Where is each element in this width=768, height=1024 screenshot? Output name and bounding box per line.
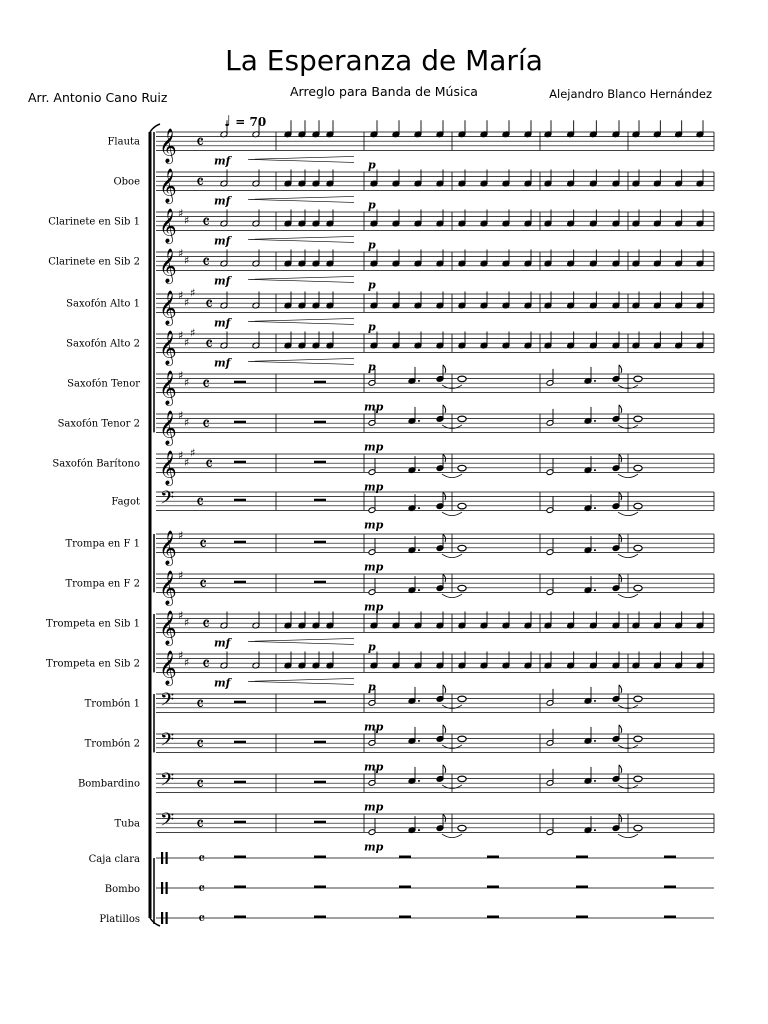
dot bbox=[418, 469, 420, 471]
instrument-label: Clarinete en Sib 2 bbox=[48, 256, 140, 268]
decrescendo-hairpin bbox=[248, 236, 354, 242]
percussion-clef-icon bbox=[166, 852, 168, 864]
half-rest-icon bbox=[234, 886, 246, 889]
common-time-icon: 𝄴 bbox=[198, 879, 206, 898]
dot bbox=[418, 700, 420, 702]
half-rest-icon bbox=[234, 701, 246, 704]
whole-note-icon bbox=[458, 696, 466, 702]
common-time-icon: 𝄴 bbox=[205, 333, 214, 355]
dot bbox=[418, 420, 420, 422]
instrument-label: Saxofón Tenor 2 bbox=[57, 418, 140, 430]
decrescendo-hairpin bbox=[248, 276, 354, 282]
instrument-label: Saxofón Barítono bbox=[52, 458, 140, 470]
whole-note-icon bbox=[458, 776, 466, 782]
tie bbox=[618, 474, 638, 478]
dynamic-mp: mp bbox=[364, 720, 384, 734]
instrument-label: Fagot bbox=[111, 496, 140, 508]
staff-21 bbox=[99, 909, 714, 928]
score-title: La Esperanza de María bbox=[225, 44, 543, 77]
bass-clef-icon: 𝄢 bbox=[160, 487, 175, 513]
decrescendo-hairpin bbox=[248, 156, 354, 162]
arranger-credit: Arr. Antonio Cano Ruiz bbox=[28, 90, 168, 105]
half-rest-icon bbox=[314, 916, 326, 919]
half-rest-icon bbox=[576, 916, 588, 919]
staff-1 bbox=[107, 120, 714, 171]
staff-18 bbox=[115, 810, 714, 854]
treble-clef-icon: 𝄞 bbox=[159, 208, 177, 244]
staff-4 bbox=[48, 247, 714, 291]
decrescendo-hairpin bbox=[248, 638, 354, 644]
half-rest-icon bbox=[314, 421, 326, 424]
composer-credit: Alejandro Blanco Hernández bbox=[549, 87, 712, 101]
half-rest-icon bbox=[576, 856, 588, 859]
instrument-label: Saxofón Alto 1 bbox=[66, 298, 140, 310]
tempo-value: = 70 bbox=[235, 115, 267, 129]
half-rest-icon bbox=[399, 916, 411, 919]
half-rest-icon bbox=[314, 821, 326, 824]
whole-note-icon bbox=[458, 585, 466, 591]
half-rest-icon bbox=[234, 381, 246, 384]
sharp-icon: ♯ bbox=[184, 253, 190, 267]
instrument-label: Platillos bbox=[99, 914, 140, 925]
staff-12 bbox=[65, 569, 714, 613]
half-rest-icon bbox=[314, 741, 326, 744]
staff-13 bbox=[46, 609, 714, 653]
tie bbox=[442, 554, 462, 558]
whole-note-icon bbox=[458, 503, 466, 509]
instrument-label: Trompa en F 2 bbox=[65, 578, 140, 590]
dynamic-p: p bbox=[368, 320, 376, 334]
treble-clef-icon: 𝄞 bbox=[159, 570, 177, 606]
sharp-icon: ♯ bbox=[178, 289, 184, 302]
staff-5 bbox=[66, 287, 714, 334]
tie bbox=[618, 834, 638, 838]
treble-clef-icon: 𝄞 bbox=[159, 128, 177, 164]
sharp-icon: ♯ bbox=[184, 335, 190, 349]
dynamic-p: p bbox=[368, 198, 376, 212]
tie bbox=[442, 594, 462, 598]
treble-clef-icon: 𝄞 bbox=[159, 290, 177, 326]
whole-note-icon bbox=[458, 545, 466, 551]
instrument-label: Trombón 2 bbox=[84, 738, 140, 750]
dynamic-mf: mf bbox=[214, 676, 231, 690]
dot bbox=[418, 549, 420, 551]
half-rest-icon bbox=[234, 541, 246, 544]
sharp-icon: ♯ bbox=[178, 529, 184, 542]
half-rest-icon bbox=[234, 461, 246, 464]
common-time-icon: 𝄴 bbox=[196, 491, 205, 513]
dynamic-p: p bbox=[368, 680, 376, 694]
common-time-icon: 𝄴 bbox=[202, 413, 211, 435]
quarter-note-icon: ♩ bbox=[224, 112, 232, 130]
tie bbox=[442, 834, 462, 838]
common-time-icon: 𝄴 bbox=[196, 773, 205, 795]
half-rest-icon bbox=[234, 856, 246, 859]
dot bbox=[594, 740, 596, 742]
half-rest-icon bbox=[234, 421, 246, 424]
staff-2 bbox=[113, 168, 714, 211]
half-rest-icon bbox=[664, 886, 676, 889]
common-time-icon: 𝄴 bbox=[199, 573, 208, 595]
instrument-label: Trompa en F 1 bbox=[65, 538, 140, 550]
percussion-clef-icon bbox=[166, 912, 168, 924]
whole-note-icon bbox=[458, 376, 466, 382]
dot bbox=[594, 420, 596, 422]
dynamic-mf: mf bbox=[214, 194, 231, 208]
sharp-icon: ♯ bbox=[190, 446, 196, 460]
dynamic-p: p bbox=[368, 238, 376, 252]
common-time-icon: 𝄴 bbox=[202, 211, 211, 233]
tie bbox=[442, 512, 462, 516]
dynamic-p: p bbox=[368, 278, 376, 292]
staff-8 bbox=[58, 405, 714, 454]
half-rest-icon bbox=[234, 916, 246, 919]
treble-clef-icon: 𝄞 bbox=[159, 530, 177, 566]
treble-clef-icon: 𝄞 bbox=[159, 410, 177, 446]
tie bbox=[442, 474, 462, 478]
dynamic-p: p bbox=[368, 640, 376, 654]
whole-note-icon bbox=[634, 776, 642, 782]
instrument-label: Saxofón Tenor bbox=[67, 378, 140, 390]
dynamic-mp: mp bbox=[364, 600, 384, 614]
decrescendo-hairpin bbox=[248, 318, 354, 324]
half-rest-icon bbox=[576, 886, 588, 889]
half-rest-icon bbox=[314, 856, 326, 859]
half-rest-icon bbox=[234, 821, 246, 824]
dot bbox=[594, 700, 596, 702]
half-rest-icon bbox=[234, 741, 246, 744]
decrescendo-hairpin bbox=[248, 196, 354, 202]
treble-clef-icon: 𝄞 bbox=[159, 610, 177, 646]
whole-note-icon bbox=[458, 736, 466, 742]
whole-note-icon bbox=[634, 545, 642, 551]
half-rest-icon bbox=[314, 499, 326, 502]
instrument-label: Flauta bbox=[107, 136, 140, 148]
sharp-icon: ♯ bbox=[178, 609, 184, 622]
treble-clef-icon: 𝄞 bbox=[159, 168, 177, 204]
staff-14 bbox=[46, 649, 714, 693]
whole-note-icon bbox=[458, 416, 466, 422]
dot bbox=[418, 380, 420, 382]
dynamic-mf: mf bbox=[214, 274, 231, 288]
staff-9 bbox=[52, 447, 714, 494]
half-rest-icon bbox=[399, 886, 411, 889]
whole-note-icon bbox=[634, 736, 642, 742]
whole-note-icon bbox=[634, 696, 642, 702]
dot bbox=[418, 507, 420, 509]
dynamic-mf: mf bbox=[214, 234, 231, 248]
staff-20 bbox=[105, 879, 714, 898]
sharp-icon: ♯ bbox=[178, 329, 184, 342]
percussion-clef-icon bbox=[161, 882, 163, 894]
common-time-icon: 𝄴 bbox=[205, 453, 214, 475]
half-rest-icon bbox=[314, 781, 326, 784]
half-rest-icon bbox=[487, 856, 499, 859]
bass-clef-icon: 𝄢 bbox=[160, 729, 175, 755]
dynamic-mp: mp bbox=[364, 400, 384, 414]
dynamic-mp: mp bbox=[364, 760, 384, 774]
percussion-clef-icon bbox=[166, 882, 168, 894]
whole-note-icon bbox=[634, 503, 642, 509]
half-rest-icon bbox=[314, 541, 326, 544]
instrument-label: Tuba bbox=[114, 818, 140, 830]
whole-note-icon bbox=[634, 376, 642, 382]
sharp-icon: ♯ bbox=[178, 649, 184, 662]
sharp-icon: ♯ bbox=[178, 449, 184, 462]
whole-note-icon bbox=[634, 585, 642, 591]
sharp-icon: ♯ bbox=[184, 295, 190, 309]
common-time-icon: 𝄴 bbox=[202, 653, 211, 675]
percussion-clef-icon bbox=[161, 852, 163, 864]
whole-note-icon bbox=[458, 465, 466, 471]
staff-6 bbox=[66, 327, 714, 374]
half-rest-icon bbox=[314, 381, 326, 384]
staves bbox=[46, 120, 714, 928]
treble-clef-icon: 𝄞 bbox=[159, 650, 177, 686]
half-rest-icon bbox=[314, 701, 326, 704]
staff-17 bbox=[78, 765, 714, 814]
sharp-icon: ♯ bbox=[184, 415, 190, 429]
common-time-icon: 𝄴 bbox=[196, 733, 205, 755]
half-rest-icon bbox=[314, 581, 326, 584]
decrescendo-hairpin bbox=[248, 358, 354, 364]
common-time-icon: 𝄴 bbox=[205, 293, 214, 315]
half-rest-icon bbox=[399, 856, 411, 859]
sharp-icon: ♯ bbox=[178, 569, 184, 582]
dot bbox=[594, 589, 596, 591]
common-time-icon: 𝄴 bbox=[196, 813, 205, 835]
instrument-label: Oboe bbox=[113, 176, 140, 188]
dot bbox=[418, 780, 420, 782]
dynamic-mf: mf bbox=[214, 636, 231, 650]
treble-clef-icon: 𝄞 bbox=[159, 248, 177, 284]
half-rest-icon bbox=[234, 499, 246, 502]
half-rest-icon bbox=[234, 781, 246, 784]
sharp-icon: ♯ bbox=[184, 615, 190, 629]
common-time-icon: 𝄴 bbox=[202, 613, 211, 635]
staff-7 bbox=[67, 365, 714, 414]
dot bbox=[594, 507, 596, 509]
sharp-icon: ♯ bbox=[184, 213, 190, 227]
half-rest-icon bbox=[234, 581, 246, 584]
common-time-icon: 𝄴 bbox=[199, 533, 208, 555]
tie bbox=[618, 594, 638, 598]
sharp-icon: ♯ bbox=[178, 369, 184, 382]
common-time-icon: 𝄴 bbox=[202, 373, 211, 395]
decrescendo-hairpin bbox=[248, 678, 354, 684]
half-rest-icon bbox=[487, 916, 499, 919]
bass-clef-icon: 𝄢 bbox=[160, 689, 175, 715]
dot bbox=[418, 740, 420, 742]
dot bbox=[594, 549, 596, 551]
dynamic-mp: mp bbox=[364, 560, 384, 574]
treble-clef-icon: 𝄞 bbox=[159, 330, 177, 366]
sharp-icon: ♯ bbox=[178, 207, 184, 220]
common-time-icon: 𝄴 bbox=[198, 909, 206, 928]
staff-19 bbox=[89, 849, 714, 868]
sharp-icon: ♯ bbox=[190, 286, 196, 300]
sharp-icon: ♯ bbox=[184, 655, 190, 669]
dynamic-mf: mf bbox=[214, 356, 231, 370]
instrument-label: Trompeta en Sib 2 bbox=[46, 658, 140, 670]
sharp-icon: ♯ bbox=[178, 409, 184, 422]
dot bbox=[594, 780, 596, 782]
dynamic-mp: mp bbox=[364, 800, 384, 814]
percussion-clef-icon bbox=[161, 912, 163, 924]
common-time-icon: 𝄴 bbox=[196, 171, 205, 193]
dot bbox=[418, 829, 420, 831]
dynamic-mf: mf bbox=[214, 316, 231, 330]
staff-11 bbox=[65, 529, 714, 573]
dynamic-p: p bbox=[368, 158, 376, 172]
common-time-icon: 𝄴 bbox=[202, 251, 211, 273]
sharp-icon: ♯ bbox=[184, 455, 190, 469]
tie bbox=[618, 512, 638, 516]
whole-note-icon bbox=[634, 825, 642, 831]
common-time-icon: 𝄴 bbox=[196, 693, 205, 715]
dynamic-mp: mp bbox=[364, 518, 384, 532]
tie bbox=[618, 554, 638, 558]
staff-3 bbox=[48, 207, 714, 251]
treble-clef-icon: 𝄞 bbox=[159, 370, 177, 406]
dynamic-mp: mp bbox=[364, 840, 384, 854]
dynamic-p: p bbox=[368, 360, 376, 374]
instrument-label: Bombardino bbox=[77, 778, 140, 790]
instrument-label: Trompeta en Sib 1 bbox=[46, 618, 140, 630]
dynamic-mf: mf bbox=[214, 154, 231, 168]
bass-clef-icon: 𝄢 bbox=[160, 769, 175, 795]
instrument-label: Bombo bbox=[104, 884, 140, 895]
bracket-hook-bottom bbox=[150, 918, 160, 926]
sharp-icon: ♯ bbox=[184, 375, 190, 389]
dynamic-mp: mp bbox=[364, 480, 384, 494]
treble-clef-icon: 𝄞 bbox=[159, 450, 177, 486]
whole-note-icon bbox=[458, 825, 466, 831]
whole-note-icon bbox=[634, 465, 642, 471]
sharp-icon: ♯ bbox=[178, 247, 184, 260]
dot bbox=[594, 469, 596, 471]
sharp-icon: ♯ bbox=[190, 326, 196, 340]
dot bbox=[594, 380, 596, 382]
instrument-label: Caja clara bbox=[88, 854, 140, 865]
dynamic-mp: mp bbox=[364, 440, 384, 454]
score-subtitle: Arreglo para Banda de Música bbox=[290, 84, 478, 99]
dot bbox=[418, 589, 420, 591]
half-rest-icon bbox=[314, 461, 326, 464]
whole-note-icon bbox=[634, 416, 642, 422]
half-rest-icon bbox=[314, 886, 326, 889]
bass-clef-icon: 𝄢 bbox=[160, 809, 175, 835]
half-rest-icon bbox=[664, 856, 676, 859]
common-time-icon: 𝄴 bbox=[198, 849, 206, 868]
instrument-label: Trombón 1 bbox=[84, 698, 140, 710]
instrument-label: Clarinete en Sib 1 bbox=[48, 216, 140, 228]
instrument-label: Saxofón Alto 2 bbox=[66, 338, 140, 350]
half-rest-icon bbox=[487, 886, 499, 889]
half-rest-icon bbox=[664, 916, 676, 919]
common-time-icon: 𝄴 bbox=[196, 131, 205, 153]
dot bbox=[594, 829, 596, 831]
staff-10 bbox=[111, 488, 714, 532]
